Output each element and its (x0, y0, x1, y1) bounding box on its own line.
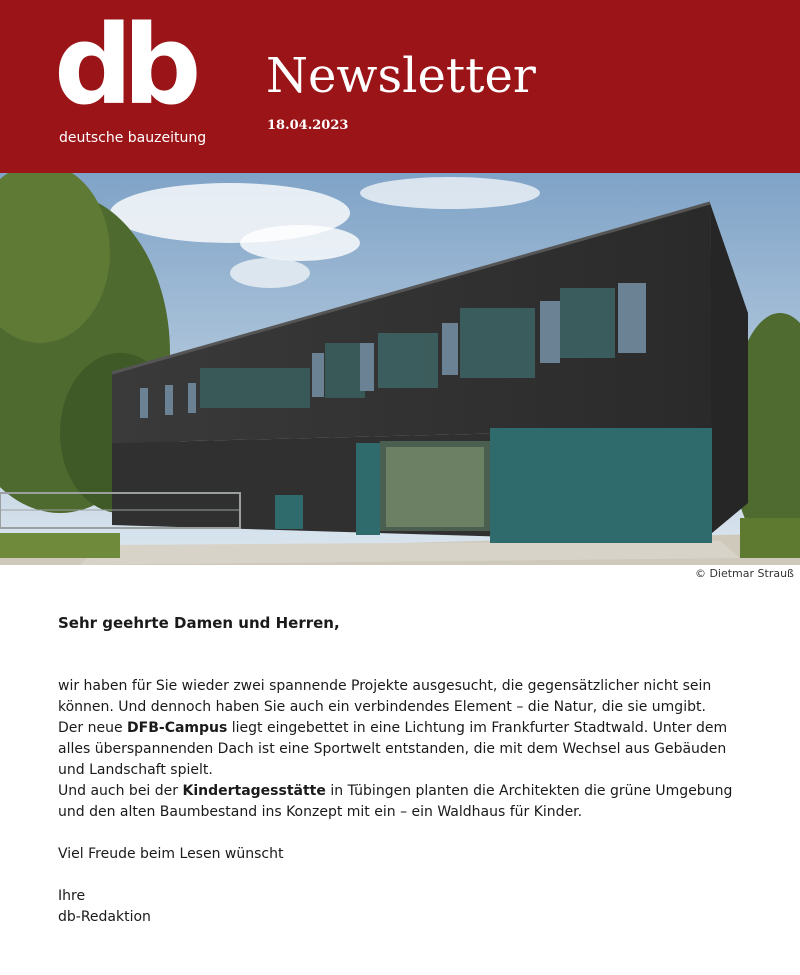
photo-credit: © Dietmar Strauß (694, 567, 794, 580)
newsletter-date: 18.04.2023 (267, 118, 349, 133)
spacer (58, 655, 744, 676)
intro-paragraph: wir haben für Sie wieder zwei spannende Projekte ausgesucht, die gegensätzlicher nicht sein können. Und dennoch haben Sie auch ein verbindendes Element – die Natur, die sie umgibt. (58, 678, 712, 715)
logo-subtitle: deutsche bauzeitung (59, 130, 207, 146)
kindertagesstaette-link[interactable]: Kindertagesstätte (182, 783, 326, 799)
signature-line-2: db-Redaktion (58, 909, 151, 925)
p1-text-after: liegt eingebettet in eine Lichtung im Frankfurter Stadtwald. Unter dem alles überspannenden Dach ist eine Sportwelt entstanden, die mit dem Wechsel aus Gebäuden und Landschaft spielt. (58, 720, 728, 778)
newsletter-title: Newsletter (266, 48, 536, 104)
kita-paragraph (58, 781, 744, 823)
spacer (58, 865, 744, 886)
dfb-campus-paragraph (58, 718, 744, 781)
db-logo[interactable]: db (54, 1, 192, 129)
closing-line: Viel Freude beim Lesen wünscht (58, 846, 284, 862)
p2-text-after: in Tübingen planten die Architekten die grüne Umgebung und den alten Baumbestand ins Konzept mit ein – ein Waldhaus für Kinder. (58, 783, 733, 820)
signature-line-1: Ihre (58, 888, 86, 904)
newsletter-body (0, 585, 800, 928)
p1-text-before: Der neue (58, 720, 128, 736)
dfb-campus-link[interactable]: DFB-Campus (127, 720, 228, 736)
greeting: Sehr geehrte Damen und Herren, (58, 614, 340, 632)
newsletter-header (0, 0, 800, 173)
spacer (58, 823, 744, 844)
hero-building-photo[interactable] (0, 173, 800, 565)
p2-text-before: Und auch bei der (58, 783, 183, 799)
